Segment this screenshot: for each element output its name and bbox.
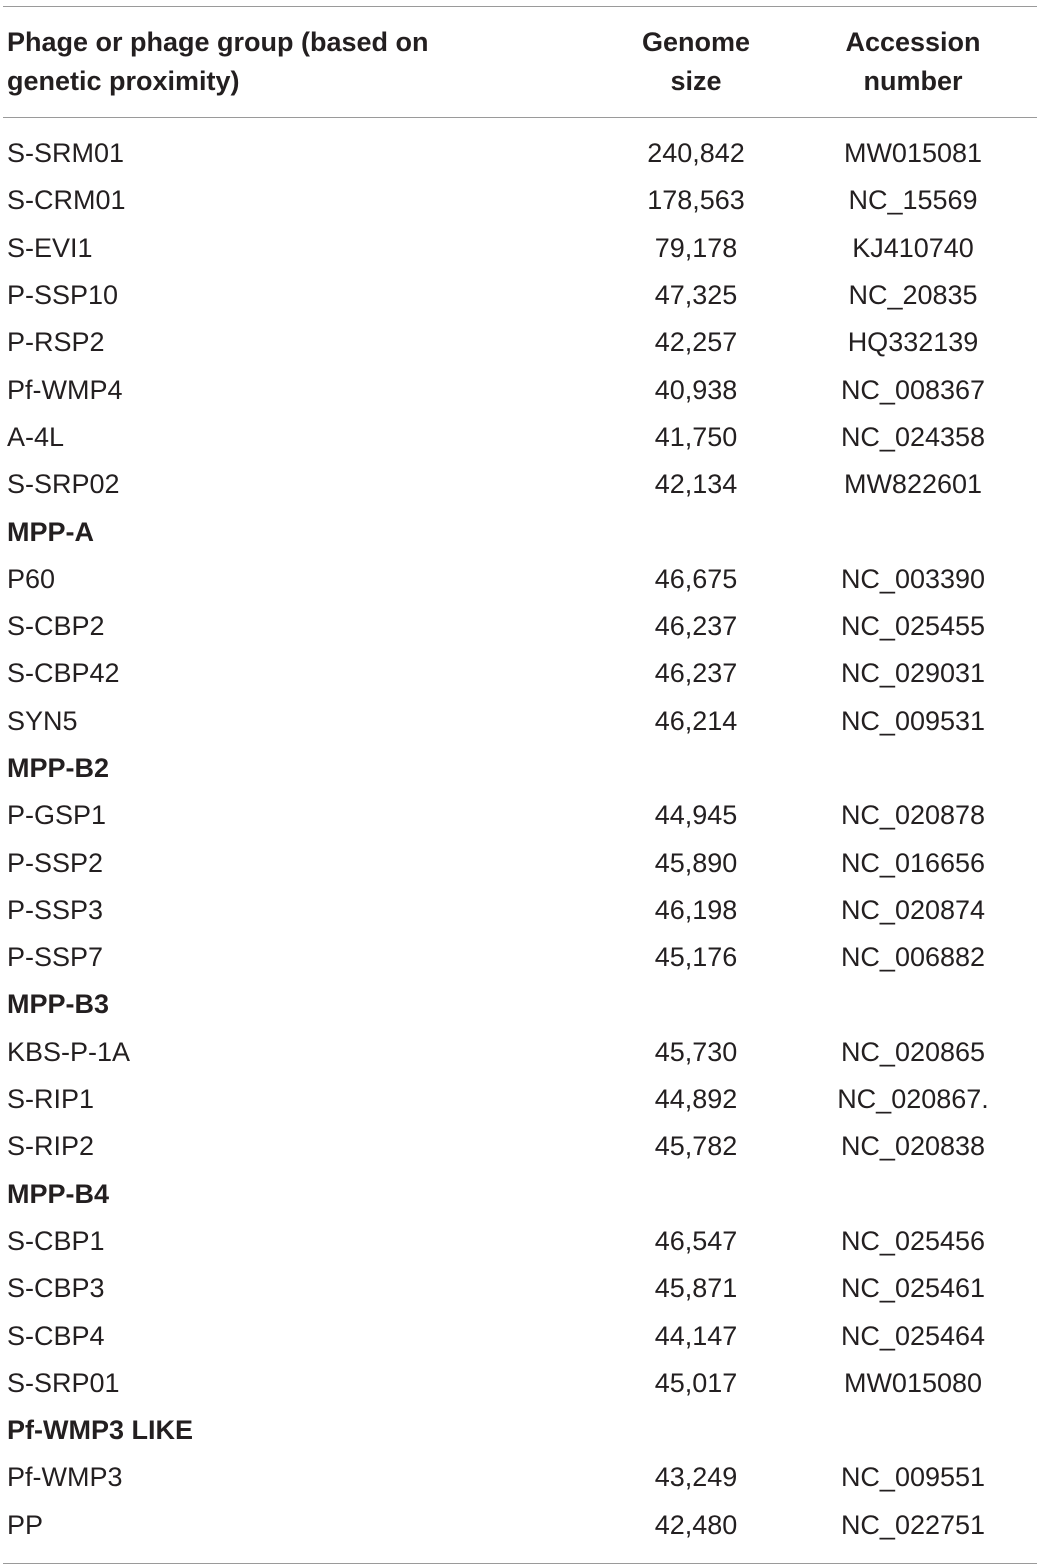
phage-name-cell: A-4L [7,421,65,452]
table-row [3,1312,1037,1359]
genome-size-cell: 44,892 [654,1084,738,1115]
accession-cell: NC_020874 [840,894,986,925]
header-phage-line1: Phage or phage group (based on [7,27,429,57]
genome-size-cell: 44,147 [654,1320,738,1351]
genome-size-cell: 46,214 [654,705,738,736]
table-row [3,556,1037,603]
accession-cell: NC_016656 [840,847,986,878]
table-row [3,461,1037,508]
table-row [3,414,1037,461]
group-label: MPP-B4 [7,1178,110,1209]
table-row [3,177,1037,224]
group-header-row [3,745,1037,792]
phage-name-cell: KBS-P-1A [7,1036,131,1067]
genome-size-cell: 42,134 [654,469,738,500]
phage-name-cell: S-SRP02 [7,469,120,500]
phage-name-cell: Pf-WMP4 [7,374,123,405]
accession-cell: NC_020867. [837,1084,989,1115]
phage-name-cell: S-CBP1 [7,1225,105,1256]
table-row [3,603,1037,650]
table-header [3,7,1037,117]
group-label: MPP-B3 [7,989,110,1020]
group-header-row [3,1171,1037,1218]
genome-size-cell: 44,945 [654,800,738,831]
phage-name-cell: P-RSP2 [7,327,105,358]
header-phage-name [3,23,603,101]
genome-size-cell: 46,237 [654,658,738,689]
header-acc-line2: number [863,66,963,96]
accession-cell: NC_003390 [840,563,986,594]
genome-size-cell: 45,730 [654,1036,738,1067]
group-header-row [3,981,1037,1028]
accession-cell: NC_020865 [840,1036,986,1067]
genome-size-cell: 46,198 [654,894,738,925]
phage-name-cell: S-CBP42 [7,658,120,689]
genome-size-cell: 43,249 [654,1462,738,1493]
table-row [3,698,1037,745]
phage-name-cell: S-RIP2 [7,1131,95,1162]
table-row [3,887,1037,934]
accession-cell: NC_025455 [840,611,986,642]
phage-name-cell: Pf-WMP3 [7,1462,123,1493]
table-row [3,366,1037,413]
header-phage-line2: genetic proximity) [7,66,240,96]
header-genome-size [603,23,789,101]
table-row [3,1360,1037,1407]
genome-size-cell: 45,176 [654,942,738,973]
phage-table [3,0,1037,1564]
table-row [3,272,1037,319]
phage-name-cell: P-SSP2 [7,847,104,878]
phage-name-cell: P-GSP1 [7,800,107,831]
table-row [3,1502,1037,1549]
group-header-row [3,508,1037,555]
header-size-line2: size [670,66,722,96]
table-row [3,319,1037,366]
genome-size-cell: 45,782 [654,1131,738,1162]
group-header-row [3,1407,1037,1454]
phage-name-cell: P60 [7,563,56,594]
accession-cell: MW015081 [843,138,983,169]
header-acc-line1: Accession [845,27,981,57]
phage-name-cell: P-SSP10 [7,280,119,311]
header-size-line1: Genome [641,27,751,57]
accession-cell: NC_025461 [840,1273,986,1304]
accession-cell: NC_15569 [848,185,978,216]
accession-cell: HQ332139 [847,327,979,358]
table-row [3,1029,1037,1076]
table-row [3,130,1037,177]
accession-cell: NC_024358 [840,421,986,452]
phage-name-cell: S-SRM01 [7,138,125,169]
bottom-rule [3,1563,1037,1564]
table-body [3,118,1037,1563]
phage-name-cell: S-RIP1 [7,1084,95,1115]
genome-size-cell: 46,547 [654,1225,738,1256]
table-row [3,1218,1037,1265]
accession-cell: NC_006882 [840,942,986,973]
phage-name-cell: S-CBP3 [7,1273,105,1304]
accession-cell: NC_009551 [840,1462,986,1493]
genome-size-cell: 45,871 [654,1273,738,1304]
table-row [3,934,1037,981]
header-accession [789,23,1037,101]
accession-cell: NC_025464 [840,1320,986,1351]
table-row [3,1265,1037,1312]
accession-cell: NC_20835 [848,280,978,311]
table-row [3,839,1037,886]
genome-size-cell: 46,675 [654,563,738,594]
accession-cell: NC_009531 [840,705,986,736]
genome-size-cell: 45,890 [654,847,738,878]
genome-size-cell: 42,257 [654,327,738,358]
phage-name-cell: PP [7,1509,44,1540]
genome-size-cell: 41,750 [654,421,738,452]
accession-cell: KJ410740 [852,232,974,263]
group-label: MPP-B2 [7,753,110,783]
table-row [3,792,1037,839]
accession-cell: NC_008367 [840,374,986,405]
group-label: MPP-A [7,516,94,547]
phage-name-cell: S-EVI1 [7,232,93,263]
table-row [3,650,1037,697]
accession-cell: NC_022751 [840,1509,986,1540]
phage-name-cell: S-CBP4 [7,1320,105,1351]
accession-cell: NC_020878 [840,800,986,831]
phage-name-cell: P-SSP7 [7,942,104,973]
accession-cell: MW015080 [843,1367,983,1398]
phage-name-cell: S-CBP2 [7,611,105,642]
table-row [3,1454,1037,1501]
genome-size-cell: 240,842 [647,138,745,169]
phage-name-cell: S-SRP01 [7,1367,120,1398]
genome-size-cell: 79,178 [654,232,738,263]
genome-size-cell: 45,017 [654,1367,738,1398]
genome-size-cell: 178,563 [647,185,745,216]
genome-size-cell: 47,325 [654,280,738,311]
genome-size-cell: 42,480 [654,1509,738,1540]
accession-cell: MW822601 [843,469,983,500]
group-label: Pf-WMP3 LIKE [7,1415,193,1446]
accession-cell: NC_025456 [840,1225,986,1256]
phage-name-cell: P-SSP3 [7,894,104,925]
accession-cell: NC_020838 [840,1131,986,1162]
genome-size-cell: 46,237 [654,611,738,642]
accession-cell: NC_029031 [840,658,986,689]
phage-name-cell: S-CRM01 [7,185,126,216]
table-row [3,225,1037,272]
genome-size-cell: 40,938 [654,374,738,405]
table-row [3,1076,1037,1123]
table-row [3,1123,1037,1170]
phage-name-cell: SYN5 [7,705,78,736]
